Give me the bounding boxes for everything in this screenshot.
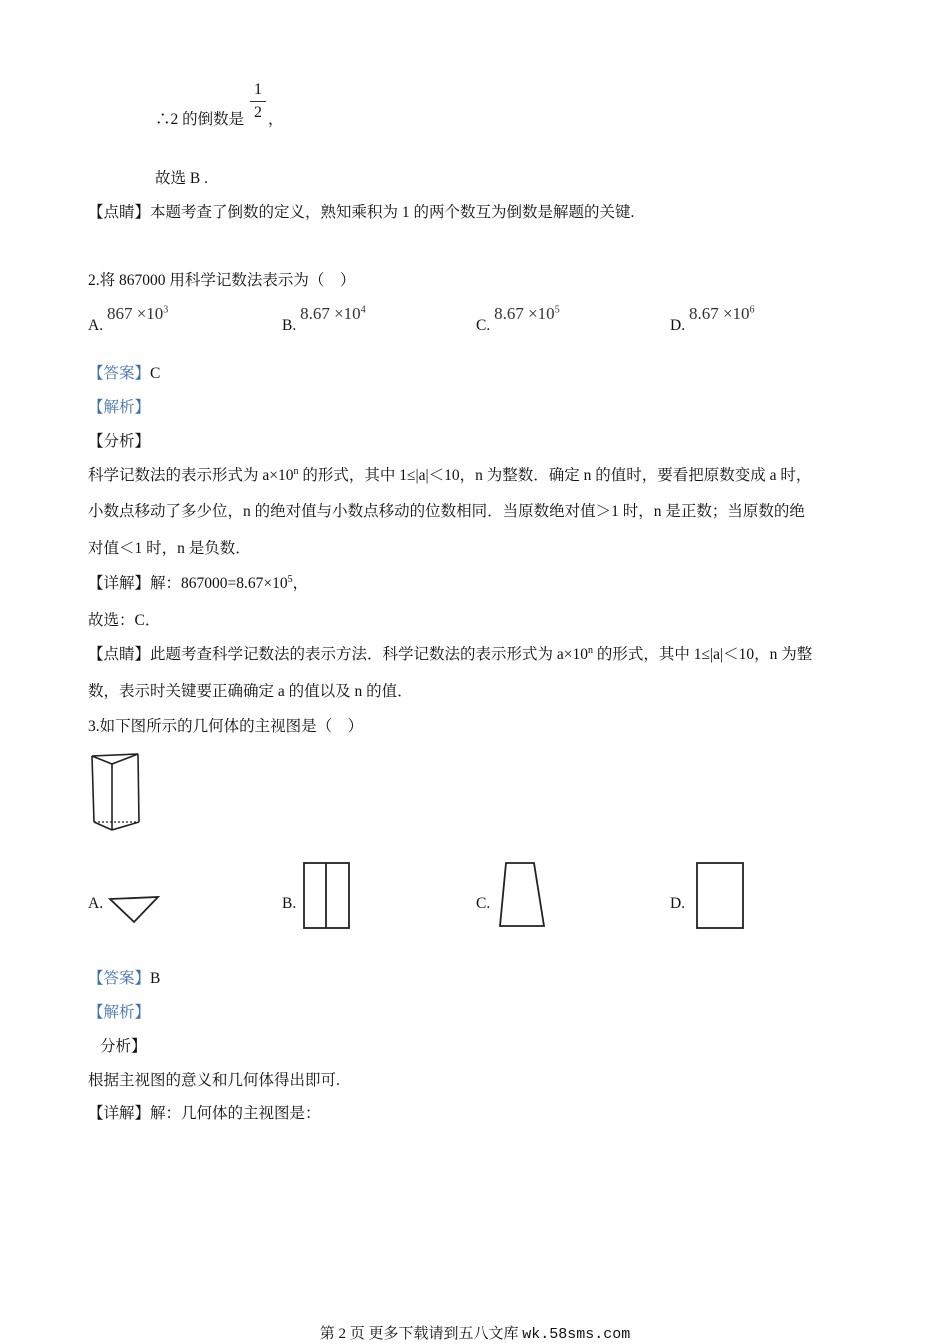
q2-option-c xyxy=(476,304,560,334)
q2-fenxi-line3: 对值＜1 时，n 是负数． xyxy=(88,540,251,557)
q2-fenxi-line2: 小数点移动了多少位，n 的绝对值与小数点移动的位数相同．当原数绝对值＞1 时，n 是正数；当原数的绝 xyxy=(88,503,805,520)
q2-option-d xyxy=(670,304,755,334)
q3-option-b-letter: B. xyxy=(282,895,297,912)
q3-fenxi-text: 根据主视图的意义和几何体得出即可. xyxy=(88,1072,340,1089)
fraction-numerator: 1 xyxy=(254,81,262,98)
option-letter: B. xyxy=(282,317,297,334)
triangular-prism-figure xyxy=(88,750,148,840)
q3-option-c-letter: C. xyxy=(476,895,491,912)
rectangle-with-divider-shape xyxy=(300,860,352,930)
detail-label: 【详解】 xyxy=(88,1105,151,1122)
q2-option-a xyxy=(88,304,169,334)
therefore-suffix: ， xyxy=(268,111,284,128)
option-letter: D. xyxy=(670,317,686,334)
q3-option-d-letter: D. xyxy=(670,895,686,912)
comment-label: 【点睛】 xyxy=(88,646,151,663)
q2-choose: 故选：C． xyxy=(88,612,161,629)
option-value: $8.67 \times 10^6$ xyxy=(688,304,755,323)
option-value: $8.67 \times 10^4$ xyxy=(300,304,366,323)
option-value: $867 \times 10^3$ xyxy=(106,304,169,323)
answer-value: B xyxy=(150,970,161,987)
footer-site-link[interactable]: wk.58sms.com xyxy=(522,1326,631,1343)
therefore-prefix: ∴2 的倒数是 xyxy=(155,111,245,128)
fraction-denominator: 2 xyxy=(254,104,262,121)
q2-option-b xyxy=(282,304,366,334)
fraction-bar xyxy=(250,101,266,102)
comment-label: 【点睛】 xyxy=(88,204,151,221)
triangle-shape xyxy=(108,896,160,926)
answer-label: 【答案】 xyxy=(88,970,151,987)
top-comment xyxy=(88,200,634,222)
q3-fenxi-label: 分析】 xyxy=(100,1038,147,1055)
q2-answer xyxy=(88,361,160,383)
detail-label: 【详解】 xyxy=(88,575,151,592)
footer-prefix: 第 2 页 更多下载请到五八文库 xyxy=(319,1326,523,1342)
q3-question: 3.如下图所示的几何体的主视图是（ ） xyxy=(88,718,364,735)
therefore-line xyxy=(155,107,244,129)
choose-b: 故选 B . xyxy=(155,170,208,187)
q3-detail: 【详解】解：几何体的主视图是： xyxy=(88,1105,321,1122)
option-letter: A. xyxy=(88,317,104,334)
q2-fenxi-line1: 科学记数法的表示形式为 $a\times 10^n$ 的形式，其中 1≤|a|＜10，n 为整数．确定 n 的值时，要看把原数变成 a 时， xyxy=(88,465,812,484)
q2-comment-line2: 数，表示时关键要正确确定 a 的值以及 n 的值． xyxy=(88,683,413,700)
answer-label: 【答案】 xyxy=(88,365,151,382)
answer-value: C xyxy=(150,365,161,382)
q2-question: 2.将 867000 用科学记数法表示为（ ） xyxy=(88,272,356,289)
rectangle-shape xyxy=(694,860,746,930)
option-letter: C. xyxy=(476,317,491,334)
q2-comment-line1: 【点睛】此题考查科学记数法的表示方法．科学记数法的表示形式为 $a\times 10^n$ 的形式，其中 1≤|a|＜10，n 为整 xyxy=(88,644,813,663)
q3-answer xyxy=(88,966,160,988)
q2-fenxi-label: 【分析】 xyxy=(88,433,151,450)
q2-analysis-label: 【解析】 xyxy=(88,399,151,416)
comment-text: 本题考查了倒数的定义，熟知乘积为 1 的两个数互为倒数是解题的关键. xyxy=(150,204,635,221)
q3-option-a-letter: A. xyxy=(88,895,104,912)
page-footer xyxy=(0,1322,950,1343)
fraction-one-half xyxy=(250,82,266,121)
option-value: $8.67 \times 10^5$ xyxy=(494,304,560,323)
q3-analysis-label: 【解析】 xyxy=(88,1004,151,1021)
q2-detail: 【详解】解：$867000=8.67\times 10^5$， xyxy=(88,573,309,592)
trapezoid-shape xyxy=(496,860,548,930)
